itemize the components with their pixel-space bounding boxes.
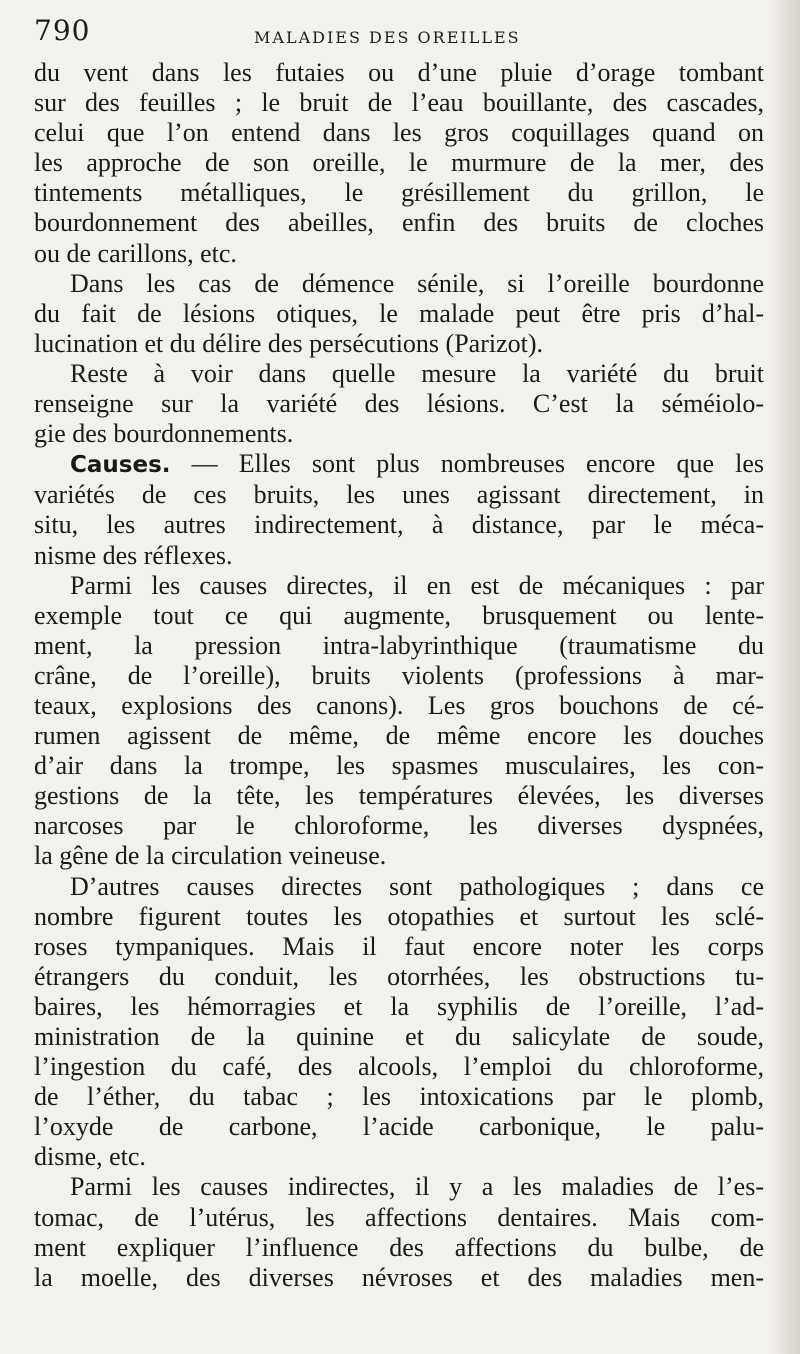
- line-text: les approche de son oreille, le murmure de la mer, des: [34, 148, 764, 178]
- text-line: [34, 1263, 764, 1293]
- text-line: [34, 721, 764, 751]
- line-text: ment expliquer l’influence des affections du bulbe, de: [34, 1232, 764, 1262]
- text-line: [34, 661, 764, 691]
- page-header: [34, 14, 764, 54]
- line-text: roses tympaniques. Mais il faut encore noter les corps: [34, 931, 764, 961]
- text-line: [34, 299, 764, 329]
- line-text: ou de carillons, etc.: [34, 238, 237, 268]
- text-line: [34, 359, 764, 389]
- line-text: gestions de la tête, les températures élevées, les diverses: [34, 781, 764, 811]
- text-line: [34, 1022, 764, 1052]
- text-line: [34, 1082, 764, 1112]
- text-line: [34, 1142, 764, 1172]
- text-line: [34, 962, 764, 992]
- line-text: Parmi les causes directes, il en est de mécaniques : par: [70, 570, 764, 600]
- line-text: bourdonnement des abeilles, enfin des bruits de cloches: [34, 208, 764, 238]
- section-lead: Causes.: [70, 452, 171, 479]
- text-line: [34, 571, 764, 601]
- line-text: narcoses par le chloroforme, les diverses dyspnées,: [34, 811, 764, 841]
- line-text: ministration de la quinine et du salicylate de soude,: [34, 1022, 764, 1051]
- page-number: 790: [34, 14, 91, 47]
- line-text: étrangers du conduit, les otorrhées, les obstructions tu-: [34, 961, 764, 991]
- text-line: [34, 1052, 764, 1082]
- text-line: [34, 88, 764, 118]
- text-line: [34, 178, 764, 208]
- line-text: variétés de ces bruits, les unes agissant directement, in: [34, 480, 764, 510]
- line-text: crâne, de l’oreille), bruits violents (professions à mar-: [34, 660, 764, 690]
- line-text: tomac, de l’utérus, les affections dentaires. Mais com-: [34, 1202, 764, 1232]
- line-text: d’air dans la trompe, les spasmes musculaires, les con-: [34, 751, 764, 781]
- text-line: [34, 841, 764, 871]
- line-text: du fait de lésions otiques, le malade peut être pris d’hal-: [34, 298, 764, 328]
- text-line: [34, 389, 764, 419]
- line-text: tintements métalliques, le grésillement du grillon, le: [34, 178, 764, 208]
- text-line: [34, 1172, 764, 1202]
- text-line: [34, 510, 764, 540]
- text-line: [34, 631, 764, 661]
- text-line: [34, 992, 764, 1022]
- text-line: [34, 1233, 764, 1263]
- text-line: [34, 449, 764, 480]
- line-text: baires, les hémorragies et la syphilis de l’oreille, l’ad-: [34, 991, 764, 1021]
- text-line: [34, 1203, 764, 1233]
- line-text: l’ingestion du café, des alcools, l’emploi du chloroforme,: [34, 1052, 764, 1082]
- text-line: [34, 811, 764, 841]
- line-text: exemple tout ce qui augmente, brusquement ou lente-: [34, 600, 764, 630]
- text-line: [34, 932, 764, 962]
- text-line: [34, 541, 764, 571]
- line-text: de l’éther, du tabac ; les intoxications par le plomb,: [34, 1082, 764, 1112]
- running-title: MALADIES DES OREILLES: [254, 28, 521, 47]
- text-line: [34, 148, 764, 178]
- text-line: [34, 601, 764, 631]
- line-text: D’autres causes directes sont pathologiques ; dans ce: [70, 871, 764, 901]
- line-text: rumen agissent de même, de même encore les douches: [34, 721, 764, 751]
- line-text: du vent dans les futaies ou d’une pluie d’orage tombant: [34, 58, 764, 87]
- text-line: [34, 1112, 764, 1142]
- body-text: [34, 58, 764, 1293]
- line-text: nisme des réflexes.: [34, 540, 233, 570]
- text-line: [34, 419, 764, 449]
- line-text: la gêne de la circulation veineuse.: [34, 841, 387, 871]
- line-text: Parmi les causes indirectes, il y a les maladies de l’es-: [70, 1172, 764, 1202]
- line-text: situ, les autres indirectement, à distance, par le méca-: [34, 510, 764, 540]
- line-text: Reste à voir dans quelle mesure la variété du bruit: [70, 358, 764, 388]
- text-line: [34, 118, 764, 148]
- text-line: [34, 872, 764, 902]
- text-line: [34, 58, 764, 88]
- text-line: [34, 480, 764, 510]
- line-text: nombre figurent toutes les otopathies et surtout les sclé-: [34, 901, 764, 931]
- text-line: [34, 751, 764, 781]
- line-text: celui que l’on entend dans les gros coquillages quand on: [34, 118, 764, 148]
- line-text: disme, etc.: [34, 1142, 146, 1172]
- line-text: sur des feuilles ; le bruit de l’eau bouillante, des cascades,: [34, 88, 764, 118]
- text-line: [34, 781, 764, 811]
- line-text: Dans les cas de démence sénile, si l’oreille bourdonne: [70, 268, 764, 298]
- text-line: [34, 691, 764, 721]
- text-line: [34, 902, 764, 932]
- line-text: teaux, explosions des canons). Les gros bouchons de cé-: [34, 690, 764, 720]
- line-text: la moelle, des diverses névroses et des maladies men-: [34, 1262, 764, 1292]
- line-text: renseigne sur la variété des lésions. C’est la séméiolo-: [34, 389, 764, 419]
- page-edge-shadow: [770, 0, 800, 1354]
- text-line: [34, 239, 764, 269]
- text-line: [34, 269, 764, 299]
- line-text: — Elles sont plus nombreuses encore que les: [170, 449, 764, 479]
- line-text: gie des bourdonnements.: [34, 419, 294, 449]
- line-text: lucination et du délire des persécutions (Parizot).: [34, 328, 544, 358]
- line-text: ment, la pression intra-labyrinthique (traumatisme du: [34, 630, 764, 660]
- text-line: [34, 208, 764, 238]
- line-text: l’oxyde de carbone, l’acide carbonique, le palu-: [34, 1112, 764, 1142]
- text-line: [34, 329, 764, 359]
